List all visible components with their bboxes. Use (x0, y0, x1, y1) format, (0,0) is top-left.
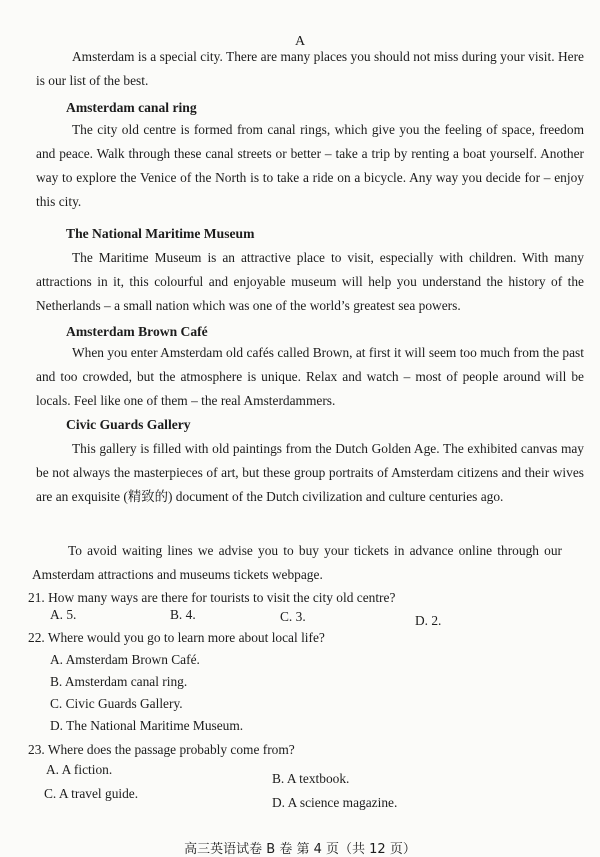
q22-option-d: D. The National Maritime Museum. (50, 718, 244, 733)
q21-option-a: A. 5. (50, 607, 77, 622)
question-21: 21. How many ways are there for tourists to visit the city old centre? (28, 590, 396, 605)
heading-civic-guards: Civic Guards Gallery (66, 417, 191, 432)
q23-option-d: D. A science magazine. (272, 795, 398, 810)
heading-canal-ring: Amsterdam canal ring (66, 100, 197, 115)
section-letter: A (294, 34, 306, 49)
q22-option-c: C. Civic Guards Gallery. (50, 696, 183, 711)
paragraph-maritime-museum: The Maritime Museum is an attractive place to visit, especially with children. With many attractions in it, this colourful and enjoyable museum will help you understand the history of the Netherlands – a small nation which was one of the world’s greatest sea powers. (36, 250, 584, 313)
q23-option-b: B. A textbook. (272, 771, 350, 786)
q21-option-b: B. 4. (170, 607, 196, 622)
question-22: 22. Where would you go to learn more about local life? (28, 630, 325, 645)
q21-option-d: D. 2. (415, 613, 442, 628)
intro-paragraph: Amsterdam is a special city. There are many places you should not miss during your visit. Here is our list of the best. (36, 49, 584, 88)
q23-option-c: C. A travel guide. (44, 786, 139, 801)
question-23: 23. Where does the passage probably come from? (28, 742, 295, 757)
paragraph-canal-ring: The city old centre is formed from canal rings, which give you the feeling of space, freedom and peace. Walk through these canal streets or better – take a trip by renting a boat yourself. Another way to explore the Venice of the North is to take a ride on a bicycle. Any way you decide for – enjoy this city. (36, 122, 584, 209)
heading-maritime-museum: The National Maritime Museum (66, 226, 255, 241)
paragraph-brown-cafe: When you enter Amsterdam old cafés called Brown, at first it will seem too much from the past and too crowded, but the atmosphere is unique. Relax and watch – most of people around will be locals. Feel like one of them – the real Amsterdammers. (36, 345, 584, 408)
paragraph-civic-guards: This gallery is filled with old paintings from the Dutch Golden Age. The exhibited canvas may be not always the masterpieces of art, but these group portraits of Amsterdam citizens and their wives are an exquisite (精致的) document of the Dutch civilization and culture centuries ago. (36, 441, 584, 504)
q21-option-c: C. 3. (280, 609, 306, 624)
q23-option-a: A. A fiction. (46, 762, 113, 777)
closing-paragraph: To avoid waiting lines we advise you to buy your tickets in advance online through our Amsterdam attractions and museums tickets webpage. (32, 543, 562, 582)
heading-brown-cafe: Amsterdam Brown Café (66, 324, 208, 339)
q22-option-b: B. Amsterdam canal ring. (50, 674, 188, 689)
q22-option-a: A. Amsterdam Brown Café. (50, 652, 200, 667)
page-footer: 高三英语试卷 B 卷 第 4 页（共 12 页） (184, 842, 416, 857)
